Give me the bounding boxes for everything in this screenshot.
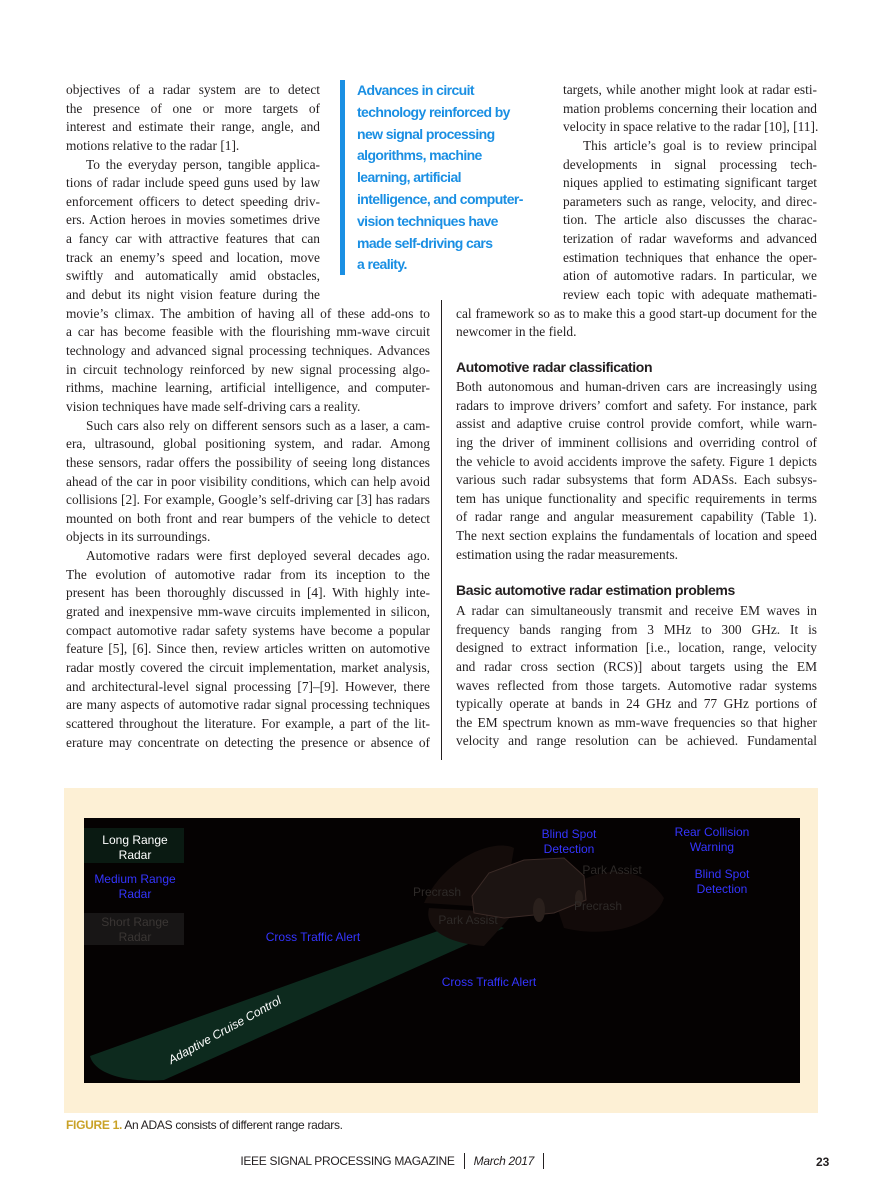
right-column-narrow: [563, 81, 817, 305]
text-line: ation of automotive radars. In particular, we: [563, 268, 817, 284]
section-heading-classification: Automotive radar classification: [456, 359, 653, 375]
text-line: This article’s goal is to review principal: [583, 137, 817, 153]
text-line: ers. Action heroes in movies sometimes drive: [66, 212, 320, 228]
text-line: frequency bands ranging from 3 MHz to 300 GHz. It is: [456, 621, 817, 637]
text-line: and architectural-level signal processing [7]–[9]. However, there: [66, 678, 430, 694]
text-line: designed to extract information [i.e., location, range, velocity: [456, 640, 817, 656]
text-line: in circuit technology reinforced by new signal processing algo-: [66, 361, 430, 377]
pull-quote-line: learning, artificial: [357, 169, 461, 186]
text-line: rithms, machine learning, artificial intelligence, and computer-: [66, 380, 430, 396]
footer-separator: [543, 1153, 544, 1169]
footer-magazine: IEEE SIGNAL PROCESSING MAGAZINE: [240, 1154, 455, 1168]
text-line: tion. The article also discusses the charac-: [563, 212, 817, 228]
footer-separator: [464, 1153, 465, 1169]
label-precrash-front: Precrash: [412, 885, 462, 899]
text-line: Both autonomous and human-driven cars are increasingly using: [456, 379, 817, 394]
pull-quote-line: algorithms, machine: [357, 147, 482, 164]
text-line: the vehicle to avoid accidents improve the safety. Figure 1 depicts: [456, 453, 817, 469]
pull-quote-line: intelligence, and computer-: [357, 190, 523, 207]
text-line: The next section explains the fundamentals of location and speed: [456, 528, 817, 544]
figure-1: [64, 788, 818, 1113]
text-line: waves reflected from those targets. Automotive radar systems: [456, 677, 817, 693]
text-line: era, ultrasound, global positioning system, and radar. Among: [66, 436, 430, 452]
adas-illustration: [84, 818, 800, 1083]
text-line: Such cars also rely on different sensors such as a laser, a cam-: [86, 417, 430, 433]
text-line: To the everyday person, tangible applica-: [86, 156, 320, 172]
text-line: these sensors, radar offers the possibility of seeing long distances: [66, 454, 430, 470]
text-line: feature [5], [6]. Since then, review articles written on automotive: [66, 641, 430, 657]
figure-caption-text: An ADAS consists of different range radars.: [121, 1118, 343, 1132]
text-line: the EM spectrum known as mm-wave frequencies so that higher: [456, 714, 817, 730]
text-line: objects in its surroundings.: [66, 529, 211, 545]
label-cross-traffic-1: Cross Traffic Alert: [265, 930, 361, 944]
text-line: Automotive radars were first deployed several decades ago.: [86, 548, 430, 564]
label-blind-spot-rear: Blind Spot Detection: [694, 867, 750, 896]
text-line: various such radar subsystems that form ADASs. Each subsys-: [456, 472, 817, 488]
text-line: terization of radar waveforms and advanced: [563, 231, 817, 247]
text-line: radar mostly covered the circuit implementation, market analysis,: [66, 659, 430, 675]
pull-quote-line: made self-driving cars: [357, 234, 493, 251]
text-line: radars to improve drivers’ comfort and safety. For instance, park: [456, 397, 817, 413]
text-line: estimation using the radar measurements.: [456, 546, 678, 562]
text-line: ahead of the car in poor visibility conditions, which can help avoid: [66, 473, 430, 489]
text-line: objectives of a radar system are to detect: [66, 82, 320, 97]
label-cross-traffic-2: Cross Traffic Alert: [441, 975, 537, 989]
text-line: a car has become feasible with the flourishing mm-wave circuit: [66, 324, 430, 340]
car-wheel: [533, 898, 545, 922]
figure-label: FIGURE 1.: [66, 1118, 122, 1132]
text-line: present has been thoroughly discussed in [4]. With highly inte-: [66, 585, 430, 601]
text-line: enforcement officers to detect speeding driv-: [66, 193, 320, 209]
text-line: review each topic with adequate mathemati-: [563, 287, 817, 303]
text-line: tions of radar include speed guns used by law: [66, 175, 320, 191]
pull-quote: [340, 80, 552, 275]
text-line: ing the driver of imminent collisions and overriding control of: [456, 434, 817, 450]
text-line: of radar range and angular measurement capability (Table 1).: [456, 509, 817, 525]
footer-date: March 2017: [473, 1154, 534, 1168]
text-line: motions relative to the radar [1].: [66, 137, 240, 153]
text-line: technology and advanced signal processing techniques. Advances: [66, 343, 430, 359]
text-line: erature may concentrate on detecting the presence or absence of: [66, 734, 430, 750]
text-line: A radar can simultaneously transmit and receive EM waves in: [456, 603, 817, 618]
text-line: swiftly and automatically amid obstacles,: [66, 268, 320, 284]
text-line: developments in signal processing tech-: [563, 156, 817, 172]
label-rear-collision: Rear Collision Warning: [674, 825, 750, 854]
text-line: and debut its night vision feature during the: [66, 287, 320, 303]
text-line: tem has unique functionality and specific requirements in terms: [456, 490, 817, 506]
text-line: are many aspects of automotive radar signal processing techniques: [66, 697, 430, 713]
pull-quote-line: new signal processing: [357, 125, 495, 142]
text-line: newcomer in the field.: [456, 324, 577, 340]
text-line: grated and inexpensive mm-wave circuits implemented in silicon,: [66, 604, 430, 620]
figure-caption: [66, 1118, 343, 1132]
pull-quote-line: a reality.: [357, 256, 407, 273]
text-line: movie’s climax. The ambition of having all of these add-ons to: [66, 305, 430, 321]
text-line: and radar cross section (RCS)] about targets using the EM: [456, 658, 817, 674]
text-line: mation problems concerning their location and: [563, 100, 817, 116]
text-line: niques applied to estimating significant target: [563, 175, 817, 191]
label-blind-spot-front: Blind Spot Detection: [541, 827, 597, 856]
text-line: the presence of one or more targets of: [66, 100, 320, 116]
left-column-full: [66, 305, 430, 752]
legend-short-range-label: Short Range Radar: [101, 915, 169, 944]
text-line: scattered throughout the literature. For example, a part of the lit-: [66, 715, 430, 731]
section-estimation-body: [456, 602, 817, 751]
text-line: vision techniques have made self-driving cars a reality.: [66, 399, 361, 414]
section-heading-estimation: Basic automotive radar estimation problems: [456, 582, 735, 598]
text-line: mounted on both front and rear bumpers of the vehicle to detect: [66, 510, 430, 526]
label-precrash-side: Precrash: [573, 899, 623, 913]
text-line: velocity and range resolution can be achieved. Fundamental: [456, 733, 817, 749]
text-line: track an enemy’s speed and location, move: [66, 249, 320, 265]
pull-quote-line: vision techniques have: [357, 212, 498, 229]
text-line: cal framework so as to make this a good start-up document for the: [456, 305, 817, 321]
text-line: assist and adaptive cruise control provide comfort, while warn-: [456, 416, 817, 432]
text-line: estimation techniques that enhance the oper-: [563, 249, 817, 265]
text-line: compact automotive radar safety systems have become a popular: [66, 622, 430, 638]
legend-long-range-label: Long Range Radar: [102, 833, 168, 862]
text-line: targets, while another might look at radar esti-: [563, 82, 817, 97]
label-adaptive-cruise-control: Adaptive Cruise Control: [165, 993, 284, 1067]
pull-quote-line: Advances in circuit: [357, 82, 474, 98]
right-column-full: [456, 305, 817, 342]
text-line: velocity in space relative to the radar [10], [11].: [563, 119, 819, 135]
text-line: The evolution of automotive radar from its inception to the: [66, 566, 430, 582]
left-column-narrow: [66, 81, 320, 305]
page-number: 23: [816, 1155, 830, 1169]
text-line: collisions [2]. For example, Google’s self-driving car [3] has radars: [66, 492, 430, 508]
pull-quote-line: technology reinforced by: [357, 103, 510, 120]
text-line: a fancy car with attractive features that can: [66, 231, 320, 247]
footer: [240, 1153, 544, 1169]
text-line: typically operate at bands in 24 GHz and 77 GHz portions of: [456, 696, 817, 712]
label-park-assist-front: Park Assist: [438, 913, 498, 927]
legend-medium-range-label: Medium Range Radar: [94, 872, 176, 901]
column-divider: [441, 300, 442, 760]
section-classification-body: [456, 378, 817, 564]
label-park-assist-rear: Park Assist: [582, 863, 642, 877]
text-line: interest and estimate their range, angle, and: [66, 119, 320, 135]
text-line: parameters such as range, velocity, and direc-: [563, 193, 817, 209]
